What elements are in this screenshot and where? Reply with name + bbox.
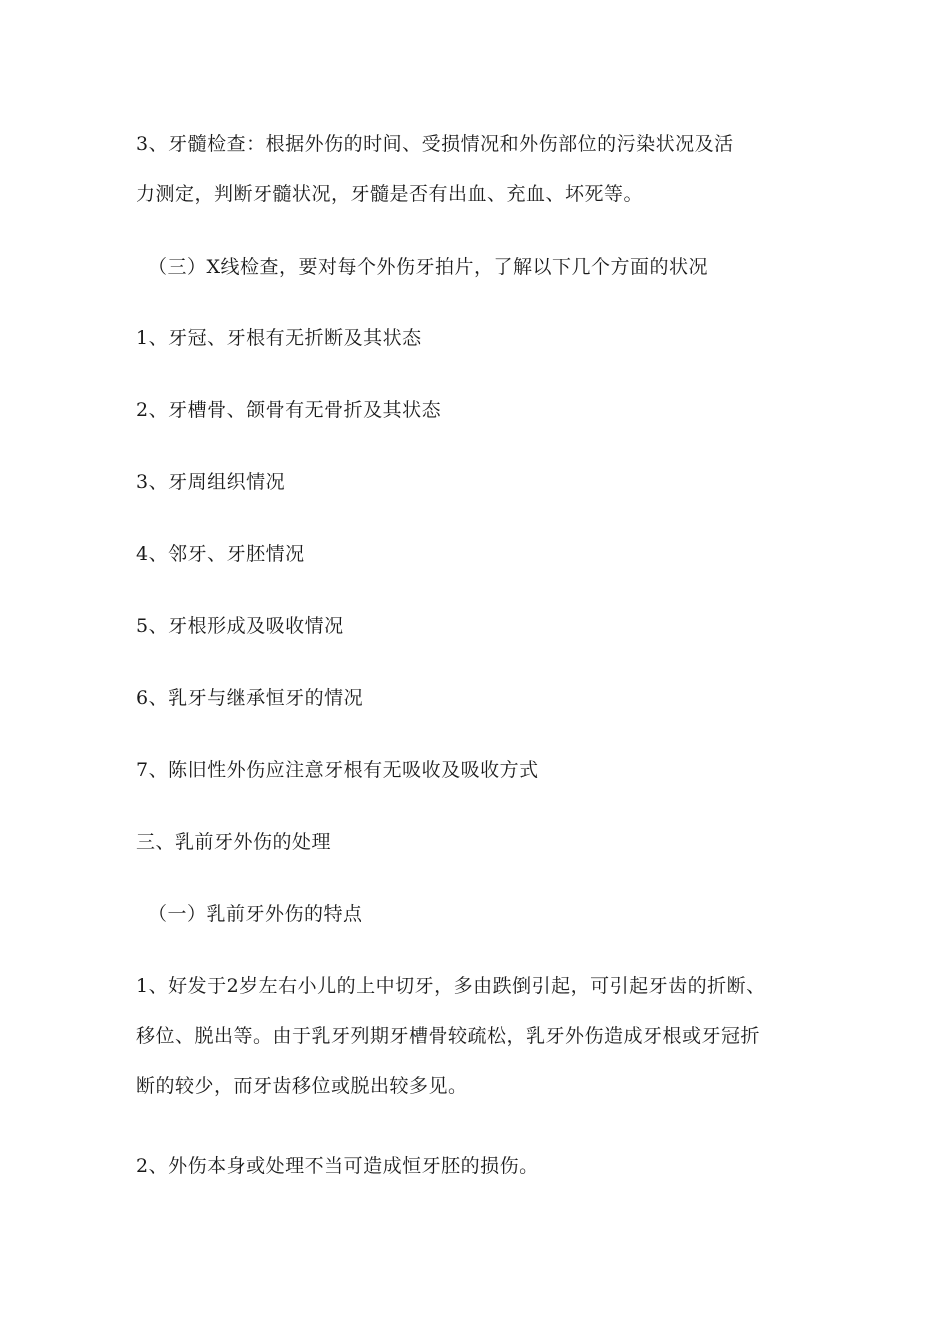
xray-item-6: 6、乳牙与继承恒牙的情况 <box>136 687 364 709</box>
subsection-heading: （一）乳前牙外伤的特点 <box>148 903 363 925</box>
section-heading: 三、乳前牙外伤的处理 <box>136 831 332 853</box>
pulp-check-line-2: 力测定，判断牙髓状况，牙髓是否有出血、充血、坏死等。 <box>136 183 644 205</box>
xray-heading: （三）X线检查，要对每个外伤牙拍片，了解以下几个方面的状况 <box>148 256 709 278</box>
feature-1-line-1: 1、好发于2岁左右小儿的上中切牙，多由跌倒引起，可引起牙齿的折断、 <box>136 975 766 997</box>
feature-2: 2、外伤本身或处理不当可造成恒牙胚的损伤。 <box>136 1155 539 1177</box>
xray-item-5: 5、牙根形成及吸收情况 <box>136 615 344 637</box>
xray-item-3: 3、牙周组织情况 <box>136 471 286 493</box>
feature-1-line-3: 断的较少，而牙齿移位或脱出较多见。 <box>136 1075 468 1097</box>
pulp-check-line-1: 3、牙髓检查：根据外伤的时间、受损情况和外伤部位的污染状况及活 <box>136 133 734 155</box>
feature-1-line-2: 移位、脱出等。由于乳牙列期牙槽骨较疏松，乳牙外伤造成牙根或牙冠折 <box>136 1025 761 1047</box>
xray-item-4: 4、邻牙、牙胚情况 <box>136 543 305 565</box>
xray-item-2: 2、牙槽骨、颌骨有无骨折及其状态 <box>136 399 442 421</box>
xray-item-1: 1、牙冠、牙根有无折断及其状态 <box>136 327 422 349</box>
xray-item-7: 7、陈旧性外伤应注意牙根有无吸收及吸收方式 <box>136 759 539 781</box>
